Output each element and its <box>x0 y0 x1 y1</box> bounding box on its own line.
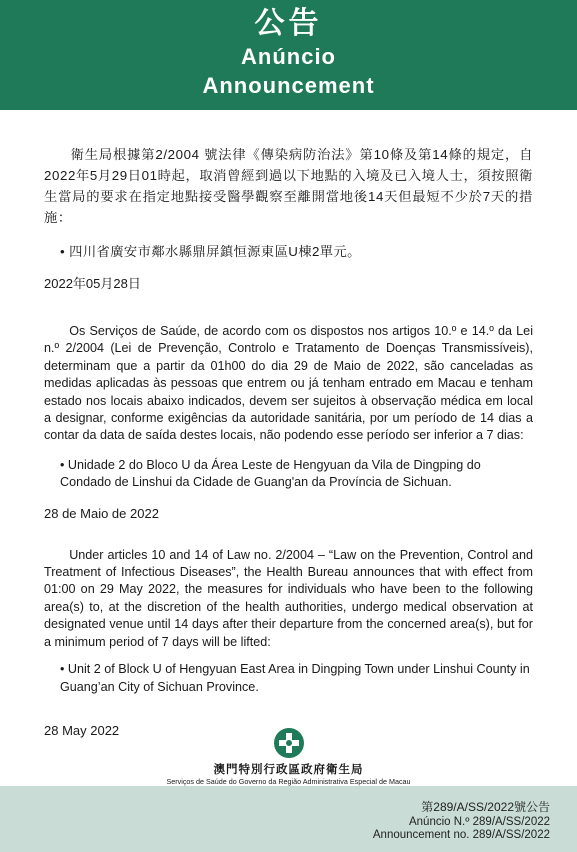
pt-paragraph: Os Serviços de Saúde, de acordo com os dispostos nos artigos 10.º e 14.º da Lei n.º 2/2004 (Lei de Prevenção, Controlo e Tratamento de Doenças Transmissíveis), determinam que a partir da 01h00 do dia 29 de Maio de 2022, são canceladas as medidas aplicadas às pessoas que entrem ou já tenham entrado em Macau e tenham estado nos locais abaixo indicados, devem ser sujeitos à observação médica em local a designar, conforme exigências da autoridade sanitária, por um período de 14 dias a contar da data de saída destes locais, não podendo esse período ser inferior a 7 dias: <box>44 324 533 443</box>
announcement-footer <box>0 786 577 852</box>
en-paragraph: Under articles 10 and 14 of Law no. 2/2004 – “Law on the Prevention, Control and Treatment of Infectious Diseases”, the Health Bureau announces that with effect from 01:00 on 29 May 2022, the measures for individuals who have been to the following area(s) to, at the discretion of the health authorities, undergo medical observation at designated venue until 14 days after their departure from the concerned area(s), but for a minimum period of 7 days will be lifted: <box>44 547 533 649</box>
reference-zh: 第289/A/SS/2022號公告 <box>421 800 550 814</box>
pt-bullet: • Unidade 2 do Bloco U da Área Leste de Hengyuan da Vila de Dingping do Condado de Linshui da Cidade de Guang'an da Província de Sichuan. <box>60 457 481 490</box>
title-en: Announcement <box>202 73 375 98</box>
en-date: 28 May 2022 <box>44 722 120 738</box>
organization-name-zh: 澳門特別行政區政府衛生局 <box>213 764 364 776</box>
zh-paragraph: 衛生局根據第2/2004 號法律《傳染病防治法》第10條及第14條的規定，自2022年5月29日01時起，取消曾經到過以下地點的入境及已入境人士，須按照衛生當局的要求在指定地點接受醫學觀察至離開當地後14天但最短不少於7天的措施： <box>44 147 533 225</box>
pt-date: 28 de Maio de 2022 <box>44 505 159 521</box>
reference-en: Announcement no. 289/A/SS/2022 <box>372 829 550 841</box>
title-zh: 公告 <box>254 7 323 40</box>
en-bullet: • Unit 2 of Block U of Hengyuan East Area in Dingping Town under Linshui County in Guang’an City of Sichuan Province. <box>60 662 530 694</box>
title-pt: Anúncio <box>241 44 336 69</box>
zh-bullet: • 四川省廣安市鄰水縣鼎屏鎮恒源東區U棟2單元。 <box>60 244 361 259</box>
announcement-body <box>44 144 533 740</box>
zh-date: 2022年05月28日 <box>44 276 141 291</box>
announcement-header <box>0 0 577 110</box>
reference-pt: Anúncio N.º 289/A/SS/2022 <box>408 816 550 828</box>
health-bureau-logo <box>0 727 577 786</box>
organization-name-pt: Serviços de Saúde do Governo da Região Administrativa Especial de Macau <box>166 777 411 786</box>
health-bureau-logo-icon <box>273 727 305 759</box>
